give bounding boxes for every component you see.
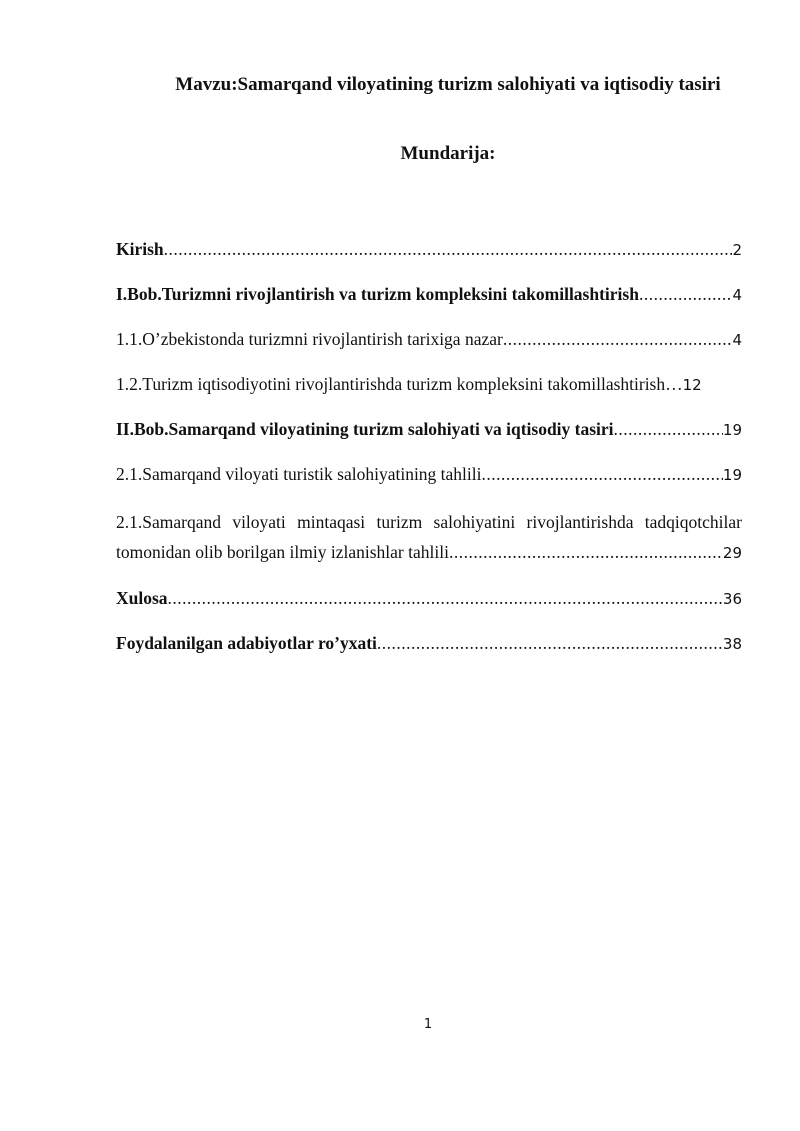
- toc-entry-page: 4: [732, 286, 742, 304]
- toc-entry-label: Kirish: [116, 239, 164, 259]
- toc-entry-page: 19: [722, 466, 742, 484]
- leader-dots: [449, 537, 723, 567]
- toc-entry-references[interactable]: [116, 631, 742, 657]
- leader-dots: [639, 282, 732, 307]
- toc-entry-label: Foydalanilgan adabiyotlar ro’yxati: [116, 633, 377, 653]
- toc-entry-label: 1.1.O’zbekistonda turizmni rivojlantirish tarixiga nazar: [116, 329, 503, 349]
- toc-heading: Mundarija:: [400, 143, 496, 164]
- toc-entry-kirish[interactable]: [116, 237, 742, 263]
- page-number: 1: [423, 1017, 433, 1032]
- toc-entry-chapter-1[interactable]: [116, 282, 742, 308]
- toc-entry-page: 19: [722, 421, 742, 439]
- toc-entry-label: I.Bob.Turizmni rivojlantirish va turizm kompleksini takomillashtirish: [116, 284, 639, 304]
- toc-entry-label-line1: 2.1.Samarqand viloyati mintaqasi turizm salohiyatini rivojlantirishda tadqiqotchilar: [116, 512, 742, 532]
- toc-entry-section-1-1[interactable]: [116, 327, 742, 353]
- leader-dots: [503, 327, 733, 352]
- toc-entry-page: 36: [722, 590, 742, 608]
- leader-dots: [377, 631, 723, 656]
- toc-entry-section-1-2[interactable]: [116, 372, 742, 398]
- document-title: Mavzu:Samarqand viloyatining turizm salohiyati va iqtisodiy tasiri: [175, 74, 721, 95]
- leader-dots: [168, 586, 723, 611]
- toc-entry-page: 4: [732, 331, 742, 349]
- toc-entry-label: II.Bob.Samarqand viloyatining turizm salohiyati va iqtisodiy tasiri: [116, 419, 614, 439]
- toc-entry-section-2-1-research[interactable]: [116, 507, 742, 568]
- toc-entry-page: 38: [722, 635, 742, 653]
- toc-entry-page: 29: [722, 544, 742, 562]
- leader-dots: [164, 237, 733, 262]
- toc-entry-label: 1.2.Turizm iqtisodiyotini rivojlantirishda turizm kompleksini takomillashtirish…: [116, 374, 683, 394]
- toc-entry-label: Xulosa: [116, 588, 168, 608]
- toc-entry-label-line2: tomonidan olib borilgan ilmiy izlanishlar tahlili: [116, 542, 449, 562]
- leader-dots: [614, 417, 723, 442]
- toc-entry-section-2-1[interactable]: [116, 462, 742, 488]
- leader-dots: [482, 462, 723, 487]
- toc-entry-page: 2: [732, 241, 742, 259]
- toc-entry-xulosa[interactable]: [116, 586, 742, 612]
- toc-entry-label: 2.1.Samarqand viloyati turistik salohiyatining tahlili: [116, 464, 482, 484]
- toc-entry-chapter-2[interactable]: [116, 417, 742, 443]
- toc-entry-page: 12: [682, 376, 702, 394]
- table-of-contents: [116, 237, 742, 676]
